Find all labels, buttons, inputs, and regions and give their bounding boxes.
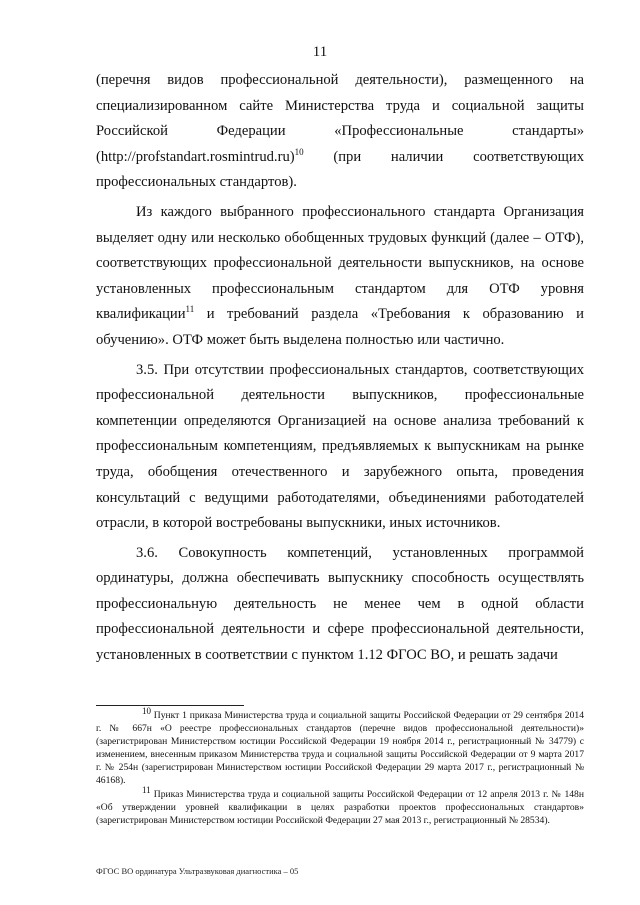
paragraph-text: Из каждого выбранного профессионального стандарта Организация выделяет одну или несколько обобщенных трудовых функций (далее – ОТФ), соответствующих профессиональной деятельности выпускников, на основе установленных профессиональным стандартом для ОТФ уровня квалификации: [96, 203, 584, 323]
paragraph-text: 3.6. Совокупность компетенций, установленных программой ординатуры, должна обеспечивать выпускнику способность осуществлять профессиональную деятельность не менее чем в одной области профессиональной деятельности и сфере профессиональной деятельности, установленных в соответствии с пунктом 1.12 ФГОС ВО, и решать задачи: [96, 544, 584, 664]
paragraph-text: (перечня видов профессиональной деятельности), размещенного на специализированном сайте Министерства труда и социальной защиты Российской Федерации «Профессиональные стандарты» (http://profstandart.rosmintrud.ru): [96, 72, 584, 165]
body-text: [96, 68, 584, 669]
paragraph-text: 3.5. При отсутствии профессиональных стандартов, соответствующих профессиональной деятельности выпускников, профессиональные компетенции определяются Организацией на основе анализа требований к профессиональным компетенциям, предъявляемых к выпускникам на рынке труда, обобщения отечественного и зарубежного опыта, проведения консультаций с ведущими работодателями, объединениями работодателей отрасли, в которой востребованы выпускники, иных источников.: [96, 361, 584, 532]
page-number: 11: [312, 44, 328, 60]
paragraph-3-6: [96, 541, 584, 669]
paragraph-3-5: [96, 358, 584, 537]
footnote-number: 10: [142, 705, 151, 716]
footnote-text: Приказ Министерства труда и социальной защиты Российской Федерации от 12 апреля 2013 г. № 148н «Об утверждении уровней квалификации в целях разработки проектов профессиональных стандартов» (зарегистрирован Министерством юстиции Российской Федерации 27 мая 2013 г., регистрационный № 28534).: [96, 788, 584, 826]
footnote-text: Пункт 1 приказа Министерства труда и социальной защиты Российской Федерации от 29 сентября 2014 г. № 667н «О реестре профессиональных стандартов (перечне видов профессиональной деятельности)» (зарегистрирован Министерством юстиции Российской Федерации 19 ноября 2014 г., регистрационный № 34779) с изменением, внесенным приказом Министерства труда и социальной защиты Российской Федерации от 9 марта 2017 г. № 254н (зарегистрирован Министерством юстиции Российской Федерации 29 марта 2017 г., регистрационный № 46168).: [96, 710, 584, 787]
footnote-11: [96, 784, 584, 827]
footnote-number: 11: [142, 784, 151, 795]
paragraph-text: (при наличии соответствующих профессиональных стандартов).: [96, 148, 584, 191]
paragraph-2: [96, 200, 584, 354]
footnote-10: [96, 705, 584, 788]
footnote-ref-10: 10: [294, 146, 304, 157]
paragraph-1: [96, 68, 584, 196]
footnote-separator: [96, 705, 244, 706]
footnote-ref-11: 11: [185, 304, 195, 315]
page-footer: ФГОС ВО ординатура Ультразвуковая диагностика – 05: [96, 866, 299, 876]
paragraph-text: и требований раздела «Требования к образованию и обучению». ОТФ может быть выделена полностью или частично.: [96, 306, 584, 348]
footnotes: [96, 705, 584, 827]
